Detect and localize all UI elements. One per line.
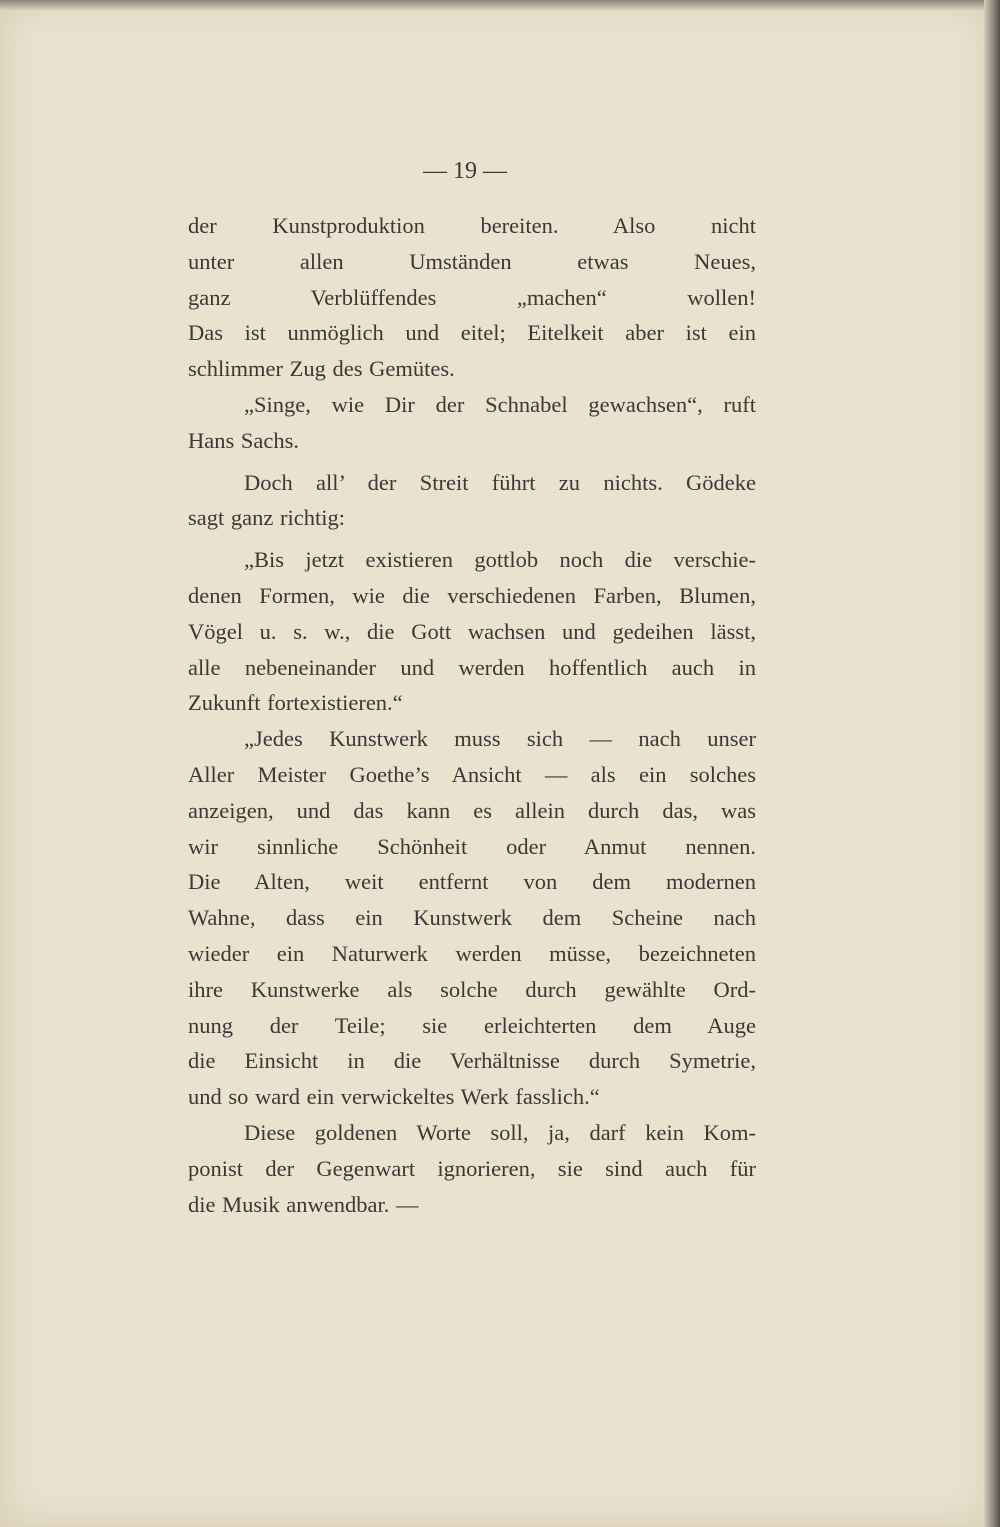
paragraph bbox=[188, 721, 756, 1115]
text-line: und so ward ein verwickeltes Werk fasslich.“ bbox=[188, 1084, 600, 1110]
text-line: Vögel u. s. w., die Gott wachsen und gedeihen lässt, bbox=[188, 618, 756, 644]
paragraph bbox=[188, 387, 756, 459]
text-line: Hans Sachs. bbox=[188, 427, 299, 453]
text-line: die Einsicht in die Verhältnisse durch Symetrie, bbox=[188, 1048, 756, 1074]
text-line: Das ist unmöglich und eitel; Eitelkeit aber ist ein bbox=[188, 320, 756, 346]
text-line: Diese goldenen Worte soll, ja, darf kein Kom- bbox=[244, 1119, 756, 1145]
text-line: Aller Meister Goethe’s Ansicht — als ein solches bbox=[188, 761, 756, 787]
paragraph bbox=[188, 542, 756, 721]
text-line: Die Alten, weit entfernt von dem modernen bbox=[188, 869, 756, 895]
body-text bbox=[188, 208, 756, 1222]
text-line: ihre Kunstwerke als solche durch gewählte Ord- bbox=[188, 976, 756, 1002]
text-line: der Kunstproduktion bereiten. Also nicht bbox=[188, 213, 756, 238]
text-line: „Bis jetzt existieren gottlob noch die verschie- bbox=[244, 547, 756, 573]
text-line: denen Formen, wie die verschiedenen Farben, Blumen, bbox=[188, 582, 756, 608]
text-line: Zukunft fortexistieren.“ bbox=[188, 690, 403, 716]
paragraph bbox=[188, 1115, 756, 1222]
text-line: Wahne, dass ein Kunstwerk dem Scheine nach bbox=[188, 905, 756, 931]
text-line: sagt ganz richtig: bbox=[188, 505, 345, 531]
text-line: anzeigen, und das kann es allein durch das, was bbox=[188, 797, 756, 823]
text-line: nung der Teile; sie erleichterten dem Auge bbox=[188, 1012, 756, 1038]
text-line: wir sinnliche Schönheit oder Anmut nennen. bbox=[188, 833, 756, 859]
text-line: ponist der Gegenwart ignorieren, sie sind auch für bbox=[188, 1155, 756, 1181]
paragraph bbox=[188, 465, 756, 537]
text-line: Doch all’ der Streit führt zu nichts. Gödeke bbox=[244, 469, 756, 495]
page-number: — 19 — bbox=[423, 158, 507, 184]
text-line: „Jedes Kunstwerk muss sich — nach unser bbox=[244, 726, 756, 752]
text-line: alle nebeneinander und werden hoffentlich auch in bbox=[188, 654, 756, 680]
text-line: „Singe, wie Dir der Schnabel gewachsen“, ruft bbox=[244, 391, 756, 417]
page-top-edge bbox=[0, 0, 1000, 10]
text-line: die Musik anwendbar. — bbox=[188, 1191, 419, 1217]
text-line: wieder ein Naturwerk werden müsse, bezeichneten bbox=[188, 940, 756, 966]
text-line: ganz Verblüffendes „machen“ wollen! bbox=[188, 284, 756, 310]
paragraph bbox=[188, 208, 756, 387]
text-line: unter allen Umständen etwas Neues, bbox=[188, 248, 756, 274]
page-right-edge bbox=[984, 0, 1000, 1527]
text-line: schlimmer Zug des Gemütes. bbox=[188, 356, 455, 382]
